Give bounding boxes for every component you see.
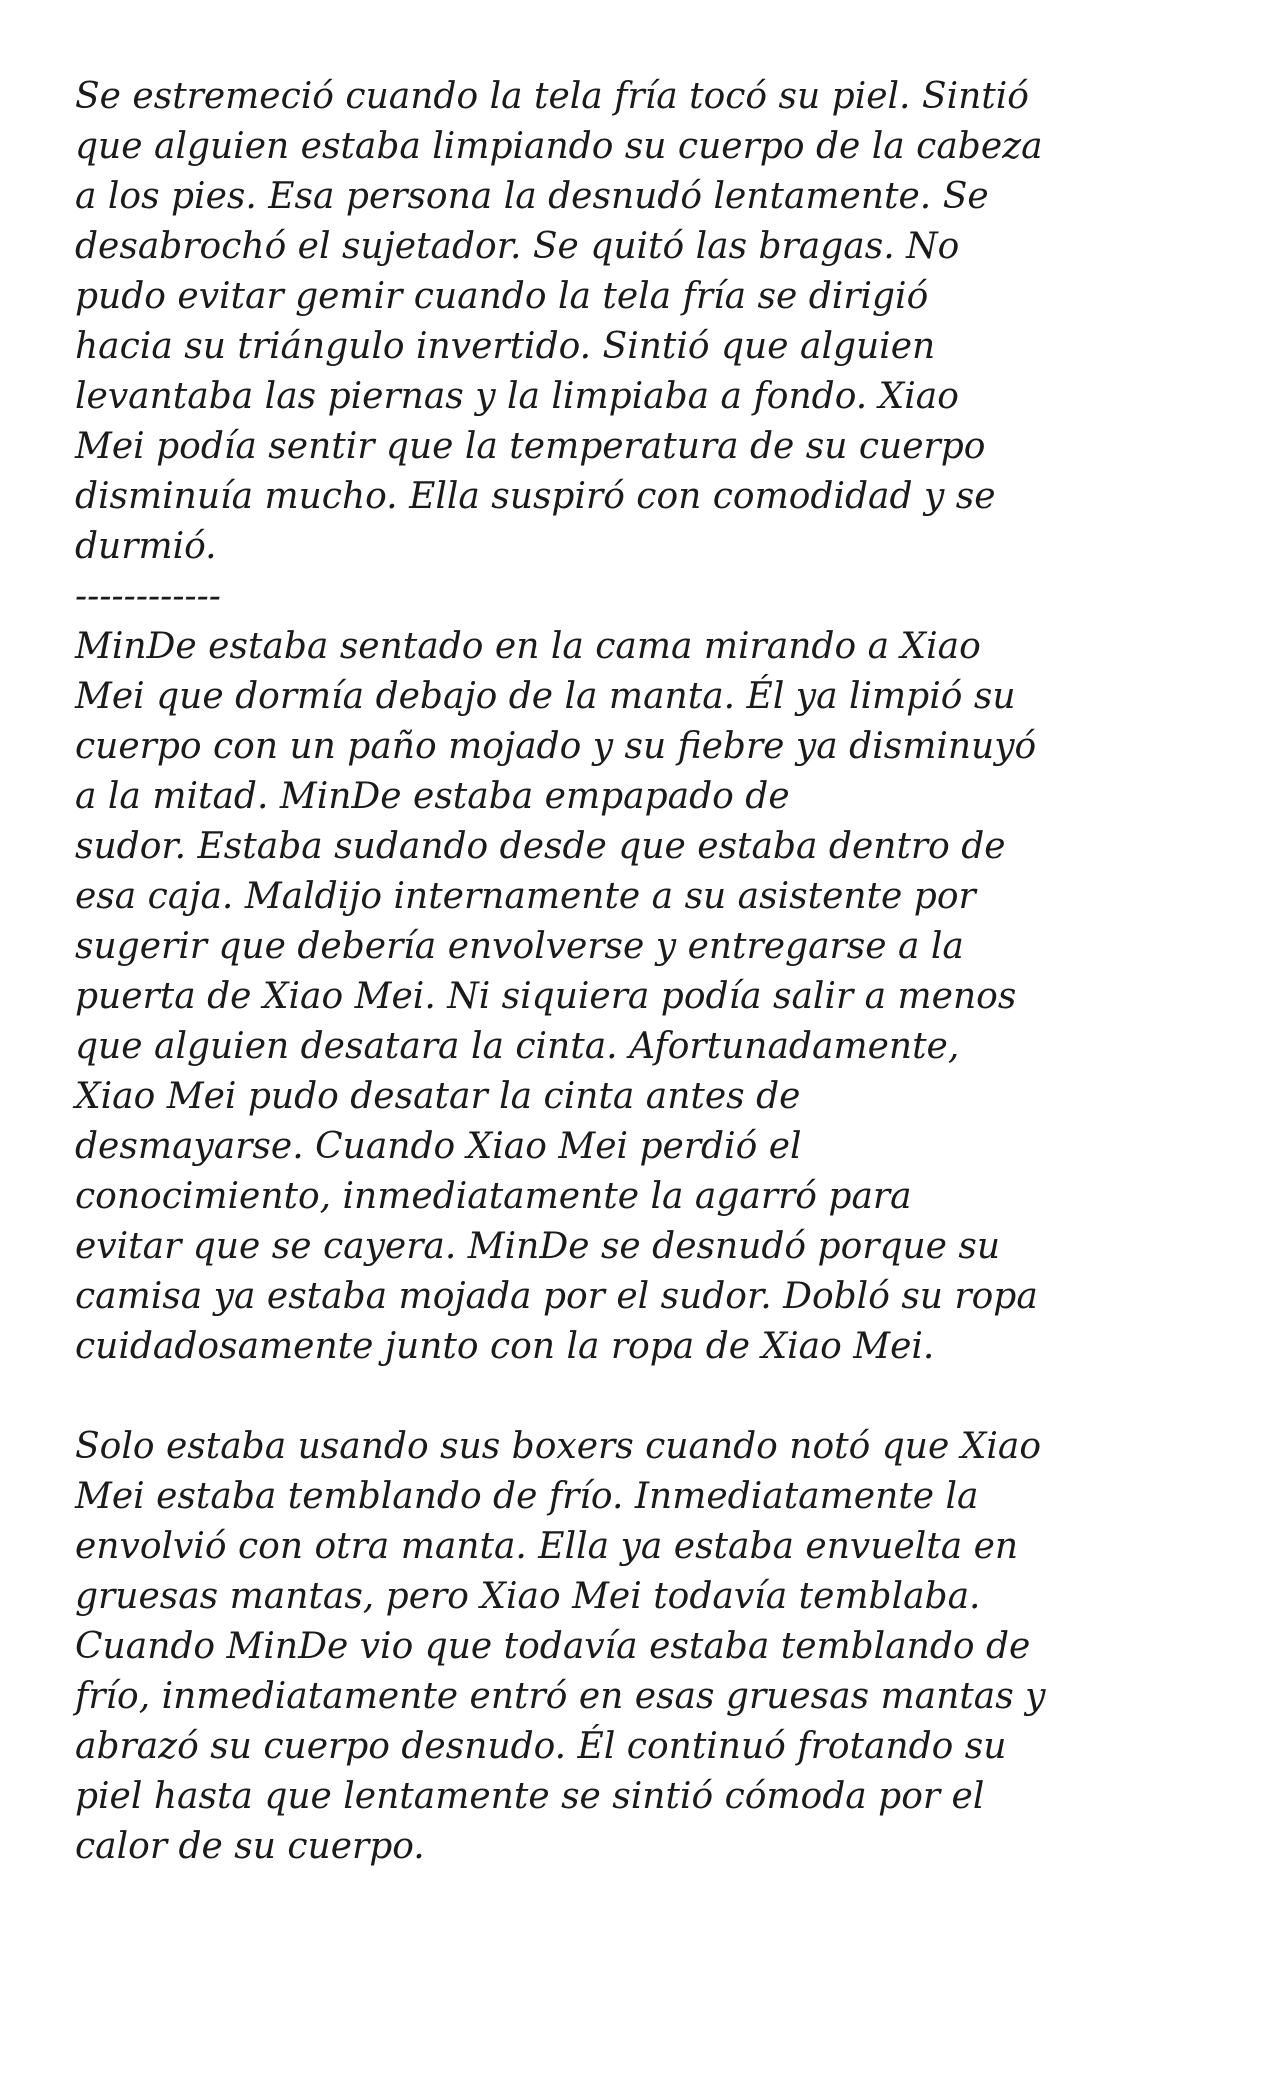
text-line: sugerir que debería envolverse y entregarse a la [75, 926, 964, 967]
text-line: pudo evitar gemir cuando la tela fría se dirigió [75, 276, 929, 317]
text-line: esa caja. Maldijo internamente a su asistente por [75, 876, 976, 917]
text-line: abrazó su cuerpo desnudo. Él continuó frotando su [75, 1726, 1007, 1767]
paragraph-2 [75, 622, 1215, 1372]
paragraph-1 [75, 72, 1215, 572]
text-line: cuerpo con un paño mojado y su fiebre ya disminuyó [75, 726, 1037, 767]
paragraph-3 [75, 1422, 1215, 1872]
document-body [75, 72, 1215, 1872]
text-line: Se estremeció cuando la tela fría tocó su piel. Sintió [75, 76, 1029, 117]
text-line: Mei estaba temblando de frío. Inmediatamente la [75, 1476, 979, 1517]
text-line: Xiao Mei pudo desatar la cinta antes de [75, 1076, 801, 1117]
text-line: desabrochó el sujetador. Se quitó las bragas. No [75, 226, 960, 267]
text-line: disminuía mucho. Ella suspiró con comodidad y se [75, 476, 996, 517]
text-line: sudor. Estaba sudando desde que estaba dentro de [75, 826, 1006, 867]
text-line: frío, inmediatamente entró en esas gruesas mantas y [75, 1676, 1046, 1717]
text-line: que alguien desatara la cinta. Afortunadamente, [75, 1026, 960, 1067]
text-line: a los pies. Esa persona la desnudó lentamente. Se [75, 176, 989, 217]
text-line: puerta de Xiao Mei. Ni siquiera podía salir a menos [75, 976, 1017, 1017]
paragraph-gap [75, 1372, 1215, 1422]
text-line: desmayarse. Cuando Xiao Mei perdió el [75, 1126, 802, 1167]
text-line: conocimiento, inmediatamente la agarró para [75, 1176, 912, 1217]
text-line: Solo estaba usando sus boxers cuando notó que Xiao [75, 1426, 1041, 1467]
text-line: hacia su triángulo invertido. Sintió que alguien [75, 326, 936, 367]
text-line: cuidadosamente junto con la ropa de Xiao Mei. [75, 1326, 935, 1367]
text-line: Cuando MinDe vio que todavía estaba temblando de [75, 1626, 1031, 1667]
text-line: MinDe estaba sentado en la cama mirando a Xiao [75, 626, 981, 667]
text-line: gruesas mantas, pero Xiao Mei todavía temblaba. [75, 1576, 981, 1617]
section-separator: ------------ [75, 576, 221, 617]
text-line: que alguien estaba limpiando su cuerpo de la cabeza [75, 126, 1043, 167]
text-line: envolvió con otra manta. Ella ya estaba envuelta en [75, 1526, 1019, 1567]
text-line: piel hasta que lentamente se sintió cómoda por el [75, 1776, 985, 1817]
text-line: evitar que se cayera. MinDe se desnudó porque su [75, 1226, 1001, 1267]
text-line: durmió. [75, 526, 217, 567]
text-line: Mei podía sentir que la temperatura de su cuerpo [75, 426, 986, 467]
text-line: camisa ya estaba mojada por el sudor. Dobló su ropa [75, 1276, 1038, 1317]
text-line: Mei que dormía debajo de la manta. Él ya limpió su [75, 676, 1016, 717]
text-line: calor de su cuerpo. [75, 1826, 425, 1867]
text-line: levantaba las piernas y la limpiaba a fondo. Xiao [75, 376, 959, 417]
text-line: a la mitad. MinDe estaba empapado de [75, 776, 790, 817]
